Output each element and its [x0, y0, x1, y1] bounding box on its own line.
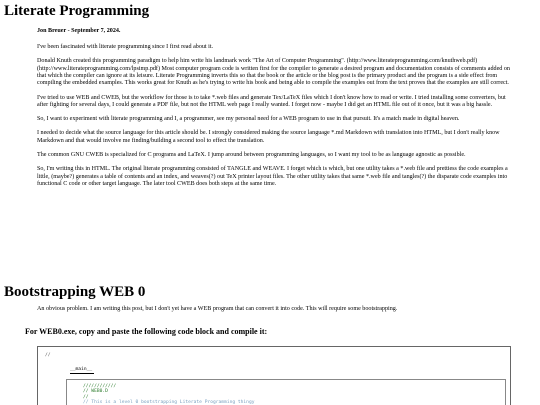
- article-paragraph-3: I've tried to use WEB and CWEB, but the workflow for those is to take *.web files and generate Tex/LaTeX files which I don't know how to read or write. I tried installing some converters, but after fighting for several days, I could generate a PDF file, but not the HTML web page I really wanted. I forget now - maybe I did get an HTML file out of it once, but it was a big hassle.: [37, 94, 506, 109]
- section-body: [37, 306, 507, 313]
- code-instructions-heading: For WEB0.exe, copy and paste the following code block and compile it:: [25, 327, 268, 336]
- inner-code-line-1: ////////////: [83, 384, 117, 389]
- inner-code-line-2: // WEB0.D: [83, 389, 108, 395]
- article-title: Literate Programming: [4, 3, 150, 19]
- article-byline: Jon Breuer - September 7, 2024.: [37, 28, 121, 34]
- article-paragraph-4: So, I want to experiment with literate programming and I, a programmer, see my personal need for a WEB program to use in that pursuit. It's a match made in digital heaven.: [37, 116, 460, 123]
- article-paragraph-6: The common GNU CWEB is specialized for C programs and LaTeX. I jump around between programming languages, so I want my tool to be as language agnostic as possible.: [37, 152, 466, 159]
- inner-code-lines: [83, 384, 254, 405]
- article-paragraph-7: So, I'm writing this in HTML. The original literate programming consisted of TANGLE and WEAVE. I forget which is which, but one utility takes a *.web file and prettiess the code examples a little, (maybe?) generates a table of contents and an index, and weaves(?) out TeX printer layout files. The other utility takes that same *.web file and tangles(?) the disparate code examples into functional C code or other target language. The later tool CWEB does both steps at the same time.: [37, 166, 508, 188]
- section-paragraph: An obvious problem. I am writing this post, but I don't yet have a WEB program that can convert it into code. This will require some bootstrapping.: [37, 306, 398, 312]
- inner-code-line-4: // This is a level 0 bootstrapping Literate Programming thingy: [83, 400, 255, 405]
- article-paragraph-1: I've been fascinated with literate programming since I first read about it.: [37, 44, 214, 50]
- article-paragraph-2: Donald Knuth created this programming paradigm to help him write his landmark work "The Art of Computer Programming". (http://www.literateprogramming.com/knuthweb.pdf) (http://www.literateprogramming.com/lpsimp.pdf) Most computer program code is written first for the compiler to generate a desired program and documentation consists of comments added on that which the compiler can ignore at its leisure. Literate Programming inverts this so that the book or the article or the blog post is the primary product and the program is a side effect from compiling the embedded examples. This works great for Knuth as he's trying to write his book and being able to compile the examples out from the text proves that the examples are still correct.: [37, 58, 510, 87]
- code-main-label: __main__: [70, 367, 93, 372]
- section-title: Bootstrapping WEB 0: [4, 284, 146, 300]
- article-body: [37, 27, 514, 195]
- code-block[interactable]: [37, 346, 511, 405]
- main-label-underline: [70, 373, 94, 374]
- inner-code-block[interactable]: [66, 379, 506, 405]
- inner-code-line-3: //: [83, 394, 89, 400]
- article-paragraph-5: I needed to decide what the source language for this article should be. I strongly considered making the source language *.md Markdown with translation into HTML, but I don't really know Markdown and that would involve me finding/building a second tool to effect the translation.: [37, 130, 500, 144]
- code-comment-line: //: [45, 353, 51, 358]
